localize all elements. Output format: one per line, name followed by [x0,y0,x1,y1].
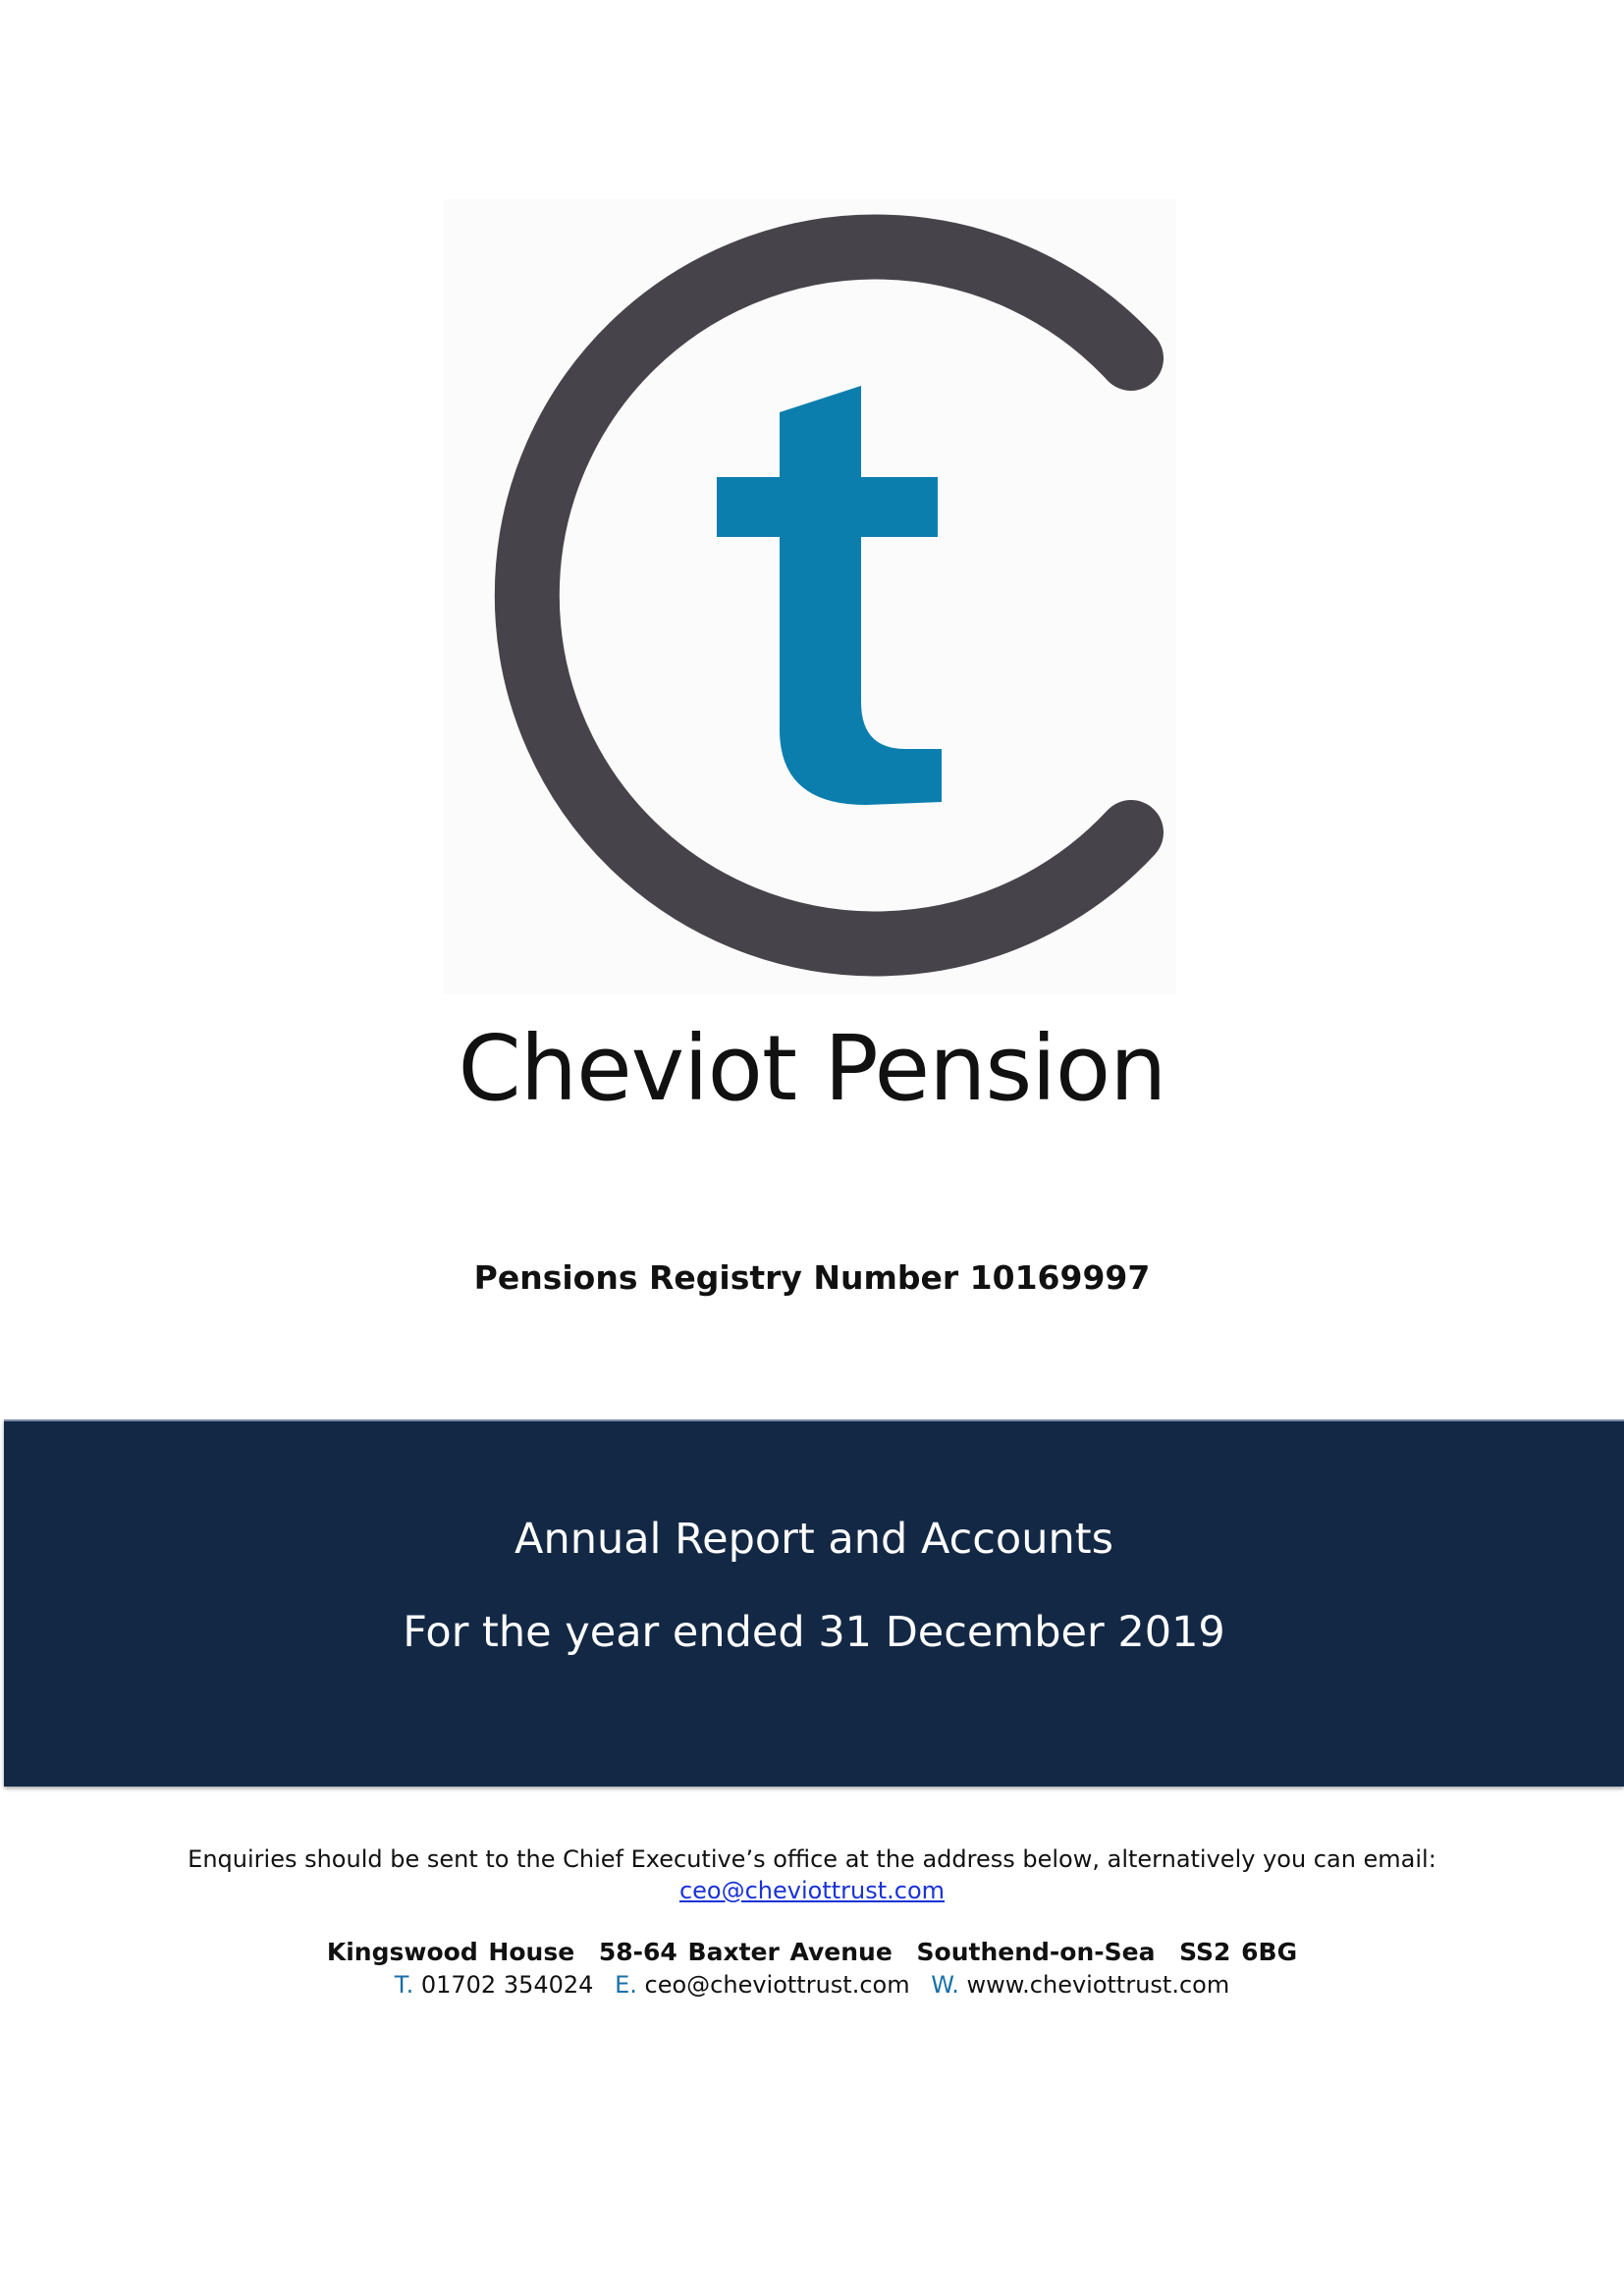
address-street: 58-64 Baxter Avenue [598,1938,893,1966]
postal-address [0,1938,1624,1966]
email-label: E. [615,1971,637,1999]
cheviot-trust-logo-icon [444,199,1176,994]
address-building: Kingswood House [326,1938,575,1966]
report-title: Annual Report and Accounts [514,1515,1113,1564]
enquiries-text: Enquiries should be sent to the Chief Executive’s office at the address below, alternatively you can email: [188,1845,1436,1873]
phone-label: T. [394,1971,414,1999]
logo [444,199,1176,994]
registry-number: Pensions Registry Number 10169997 [473,1258,1151,1297]
title-banner [4,1419,1624,1787]
report-period: For the year ended 31 December 2019 [403,1608,1225,1657]
web-label: W. [931,1971,959,1999]
address-postcode: SS2 6BG [1179,1938,1298,1966]
organization-name: Cheviot Pension [458,1016,1166,1121]
contact-details [0,1971,1624,1999]
phone-number: 01702 354024 [420,1971,594,1999]
email-link[interactable]: ceo@cheviottrust.com [678,1877,946,1904]
enquiries-notice [0,1843,1624,1906]
address-town: Southend-on-Sea [916,1938,1156,1966]
website: www.cheviottrust.com [966,1971,1230,1999]
contact-email: ceo@cheviottrust.com [644,1971,910,1999]
